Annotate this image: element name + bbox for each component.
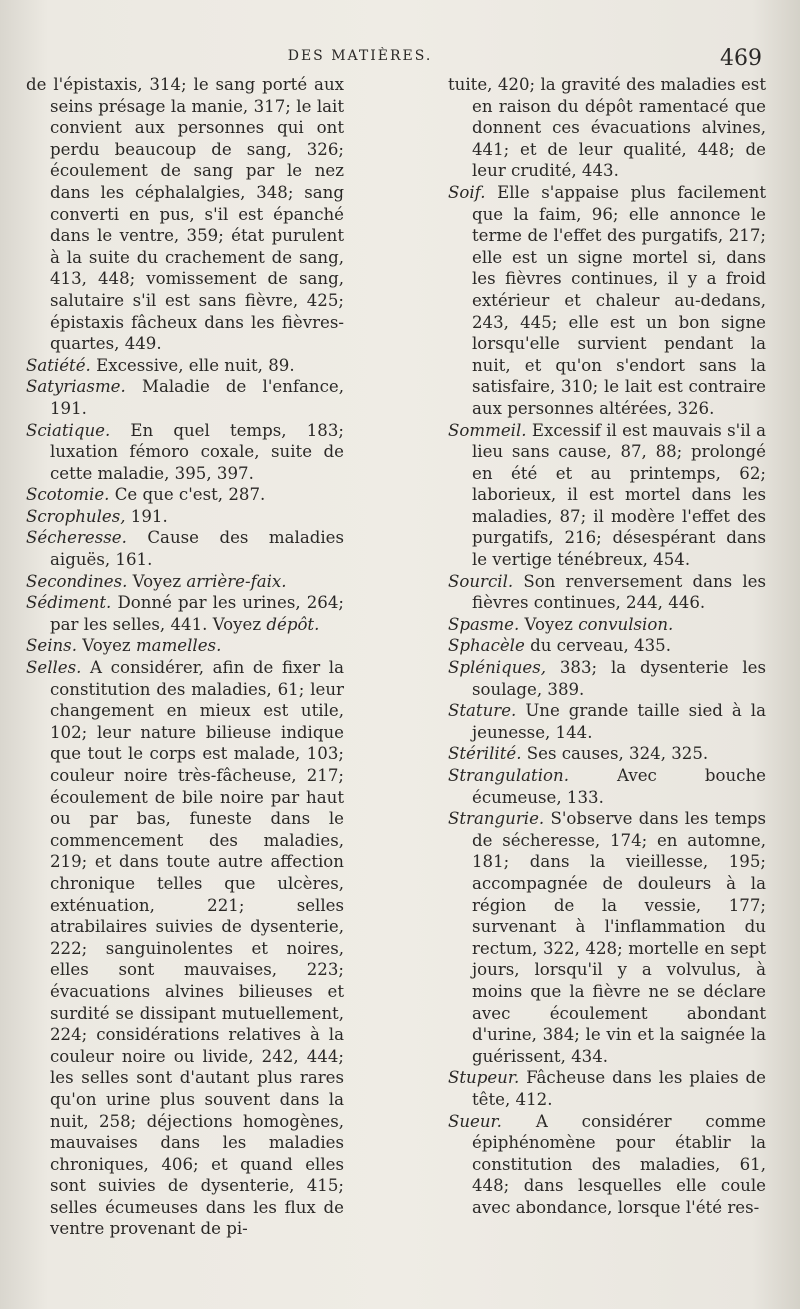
index-text: Cause des maladies aiguës, 161. (50, 528, 344, 570)
index-text: Voyez (82, 636, 131, 656)
index-text: du cerveau, 435. (530, 636, 671, 656)
index-text: En quel temps, 183; luxation fémoro coxale, suite de cette maladie, 395, 397. (50, 420, 344, 483)
index-term: Spasme. (448, 614, 520, 634)
index-term: Selles. (26, 658, 82, 678)
index-text: 191. (130, 506, 168, 526)
left-column (26, 74, 345, 1239)
index-entry (26, 484, 344, 506)
index-entry (26, 657, 344, 1240)
cross-reference: convulsion. (578, 614, 674, 634)
index-entry (26, 74, 344, 355)
index-term: Scrophules, (26, 506, 126, 526)
index-text: Une grande taille sied à la jeunesse, 144. (472, 701, 766, 742)
index-entry (448, 657, 766, 700)
index-entry (448, 74, 766, 182)
cross-reference: mamelles. (135, 636, 222, 656)
index-entry (448, 614, 766, 636)
index-text: de l'épistaxis, 314; le sang porté aux seins présage la manie, 317; le lait convient aux personnes qui ont perdu beaucoup de sang, 326; écoulement de sang par le nez dans les céphalalgies, 348; sang converti en pus, s'il est épanché dans le ventre, 359; état purulent à la suite du crachement de sang, 413, 448; vomissement de sang, salutaire s'il est sans fièvre, 425; épistaxis fâcheux dans les fièvres-quartes, 449. (26, 75, 344, 354)
page-number: 469 (720, 46, 762, 71)
index-text: Maladie de l'enfance, 191. (50, 377, 345, 418)
index-term: Sueur. (448, 1111, 502, 1131)
index-text: Son renversement dans les fièvres continues, 244, 446. (472, 571, 766, 613)
index-columns (26, 74, 774, 1239)
index-entry (448, 1111, 766, 1219)
index-text: Ses causes, 324, 325. (526, 744, 709, 764)
cross-reference: arrière-faix. (186, 571, 287, 591)
index-term: Secondines. (26, 571, 128, 591)
index-text: Voyez (524, 614, 573, 634)
index-entry (26, 592, 344, 635)
index-text: Elle s'appaise plus facilement que la faim, 96; elle annonce le terme de l'effet des purgatifs, 217; elle est un signe mortel si, dans les fièvres continues, il y a froid extérieur et chaleur au-dedans, 243, 445; elle est un bon signe lorsqu'elle survient pendant la nuit, et qu'on s'endort sans la satisfaire, 310; le lait est contraire aux personnes altérées, 326. (472, 182, 766, 418)
index-term: Sourcil. (448, 571, 514, 591)
index-text: A considérer, afin de fixer la constitution des maladies, 61; leur changement en mieux est utile, 102; leur nature bilieuse indique que tout le corps est malade, 103; couleur noire très-fâcheuse, 217; écoulement de bile noire par haut ou par bas, funeste dans le commencement des maladies, 219; et dans toute autre affection chronique telles que ulcères, exténuation, 221; selles atrabilaires suivies de dysenterie, 222; sanguinolentes et noires, elles sont mauvaises, 223; évacuations alvines bilieuses et surdité se dissipant mutuellement, 224; considérations relatives à la couleur noire ou livide, 242, 444; les selles sont d'autant plus rares qu'on urine plus souvent dans la nuit, 258; déjections homogènes, mauvaises dans les maladies chroniques, 406; et quand elles sont suivies de dysenterie, 415; selles écumeuses dans les flux de ventre provenant de pi- (50, 658, 344, 1239)
running-head (0, 46, 800, 76)
index-term: Satyriasme. (26, 377, 126, 397)
index-text: Ce que c'est, 287. (114, 485, 266, 505)
index-entry (26, 571, 344, 593)
index-text: Excessive, elle nuit, 89. (96, 355, 295, 375)
index-entry (448, 182, 766, 420)
index-text: Donné par les urines, 264; par les selles, 441. Voyez (50, 593, 344, 634)
index-term: Scotomie. (26, 485, 110, 505)
index-entry (448, 420, 766, 571)
index-term: Strangulation. (448, 766, 569, 785)
index-term: Stupeur. (448, 1068, 520, 1088)
index-entry (26, 506, 344, 528)
index-entry (448, 571, 766, 614)
index-term: Strangurie. (448, 809, 545, 829)
index-term: Spléniques, (448, 658, 547, 678)
right-column (448, 74, 766, 1217)
index-text: Avec bouche écumeuse, 133. (472, 766, 766, 807)
index-term: Stature. (448, 701, 517, 721)
cross-reference: dépôt. (266, 614, 320, 634)
index-entry (448, 1067, 766, 1110)
index-entry (26, 527, 344, 570)
index-entry (448, 635, 766, 657)
index-entry (448, 700, 766, 743)
index-term: Seins. (26, 636, 77, 656)
index-term: Sciatique. (26, 420, 111, 440)
index-entry (26, 376, 344, 419)
index-entry (448, 765, 766, 808)
index-text: tuite, 420; la gravité des maladies est en raison du dépôt ramentacé que donnent ces évacuations alvines, 441; et de leur qualité, 448; de leur crudité, 443. (448, 75, 766, 181)
index-entry (26, 420, 344, 485)
index-term: Sphacèle (448, 636, 525, 656)
index-text: A considérer comme épiphénomène pour établir la constitution des maladies, 61, 448; dans lesquelles elle coule avec abondance, lorsque l'été res- (472, 1111, 766, 1217)
index-term: Soif. (448, 182, 486, 202)
index-text: Fâcheuse dans les plaies de tête, 412. (472, 1068, 766, 1109)
index-text: Voyez (132, 571, 182, 591)
index-term: Sécheresse. (26, 528, 127, 548)
index-text: 383; la dysenterie les soulage, 389. (472, 658, 766, 699)
running-title: DES MATIÈRES. (287, 48, 433, 64)
index-entry (448, 743, 766, 765)
index-text: S'observe dans les temps de sécheresse, 174; en automne, 181; dans la vieillesse, 195; accompagnée de douleurs à la région de la vessie, 177; survenant à l'inflammation du rectum, 322, 428; mortelle en sept jours, lorsqu'il y a volvulus, à moins que la fièvre ne se déclare avec écoulement abondant d'urine, 384; le vin et la saignée la guérissent, 434. (472, 809, 766, 1066)
index-term: Sédiment. (26, 593, 112, 613)
index-text: Excessif il est mauvais s'il a lieu sans cause, 87, 88; prolongé en été et au printemps, 62; laborieux, il est mortel dans les maladies, 87; il modère l'effet des purgatifs, 216; désespérant dans le vertige ténébreux, 454. (472, 420, 766, 570)
index-term: Stérilité. (448, 744, 522, 764)
index-term: Sommeil. (448, 420, 527, 440)
index-entry (448, 808, 766, 1067)
index-term: Satiété. (26, 355, 91, 375)
index-entry (26, 355, 344, 377)
index-entry (26, 635, 344, 657)
